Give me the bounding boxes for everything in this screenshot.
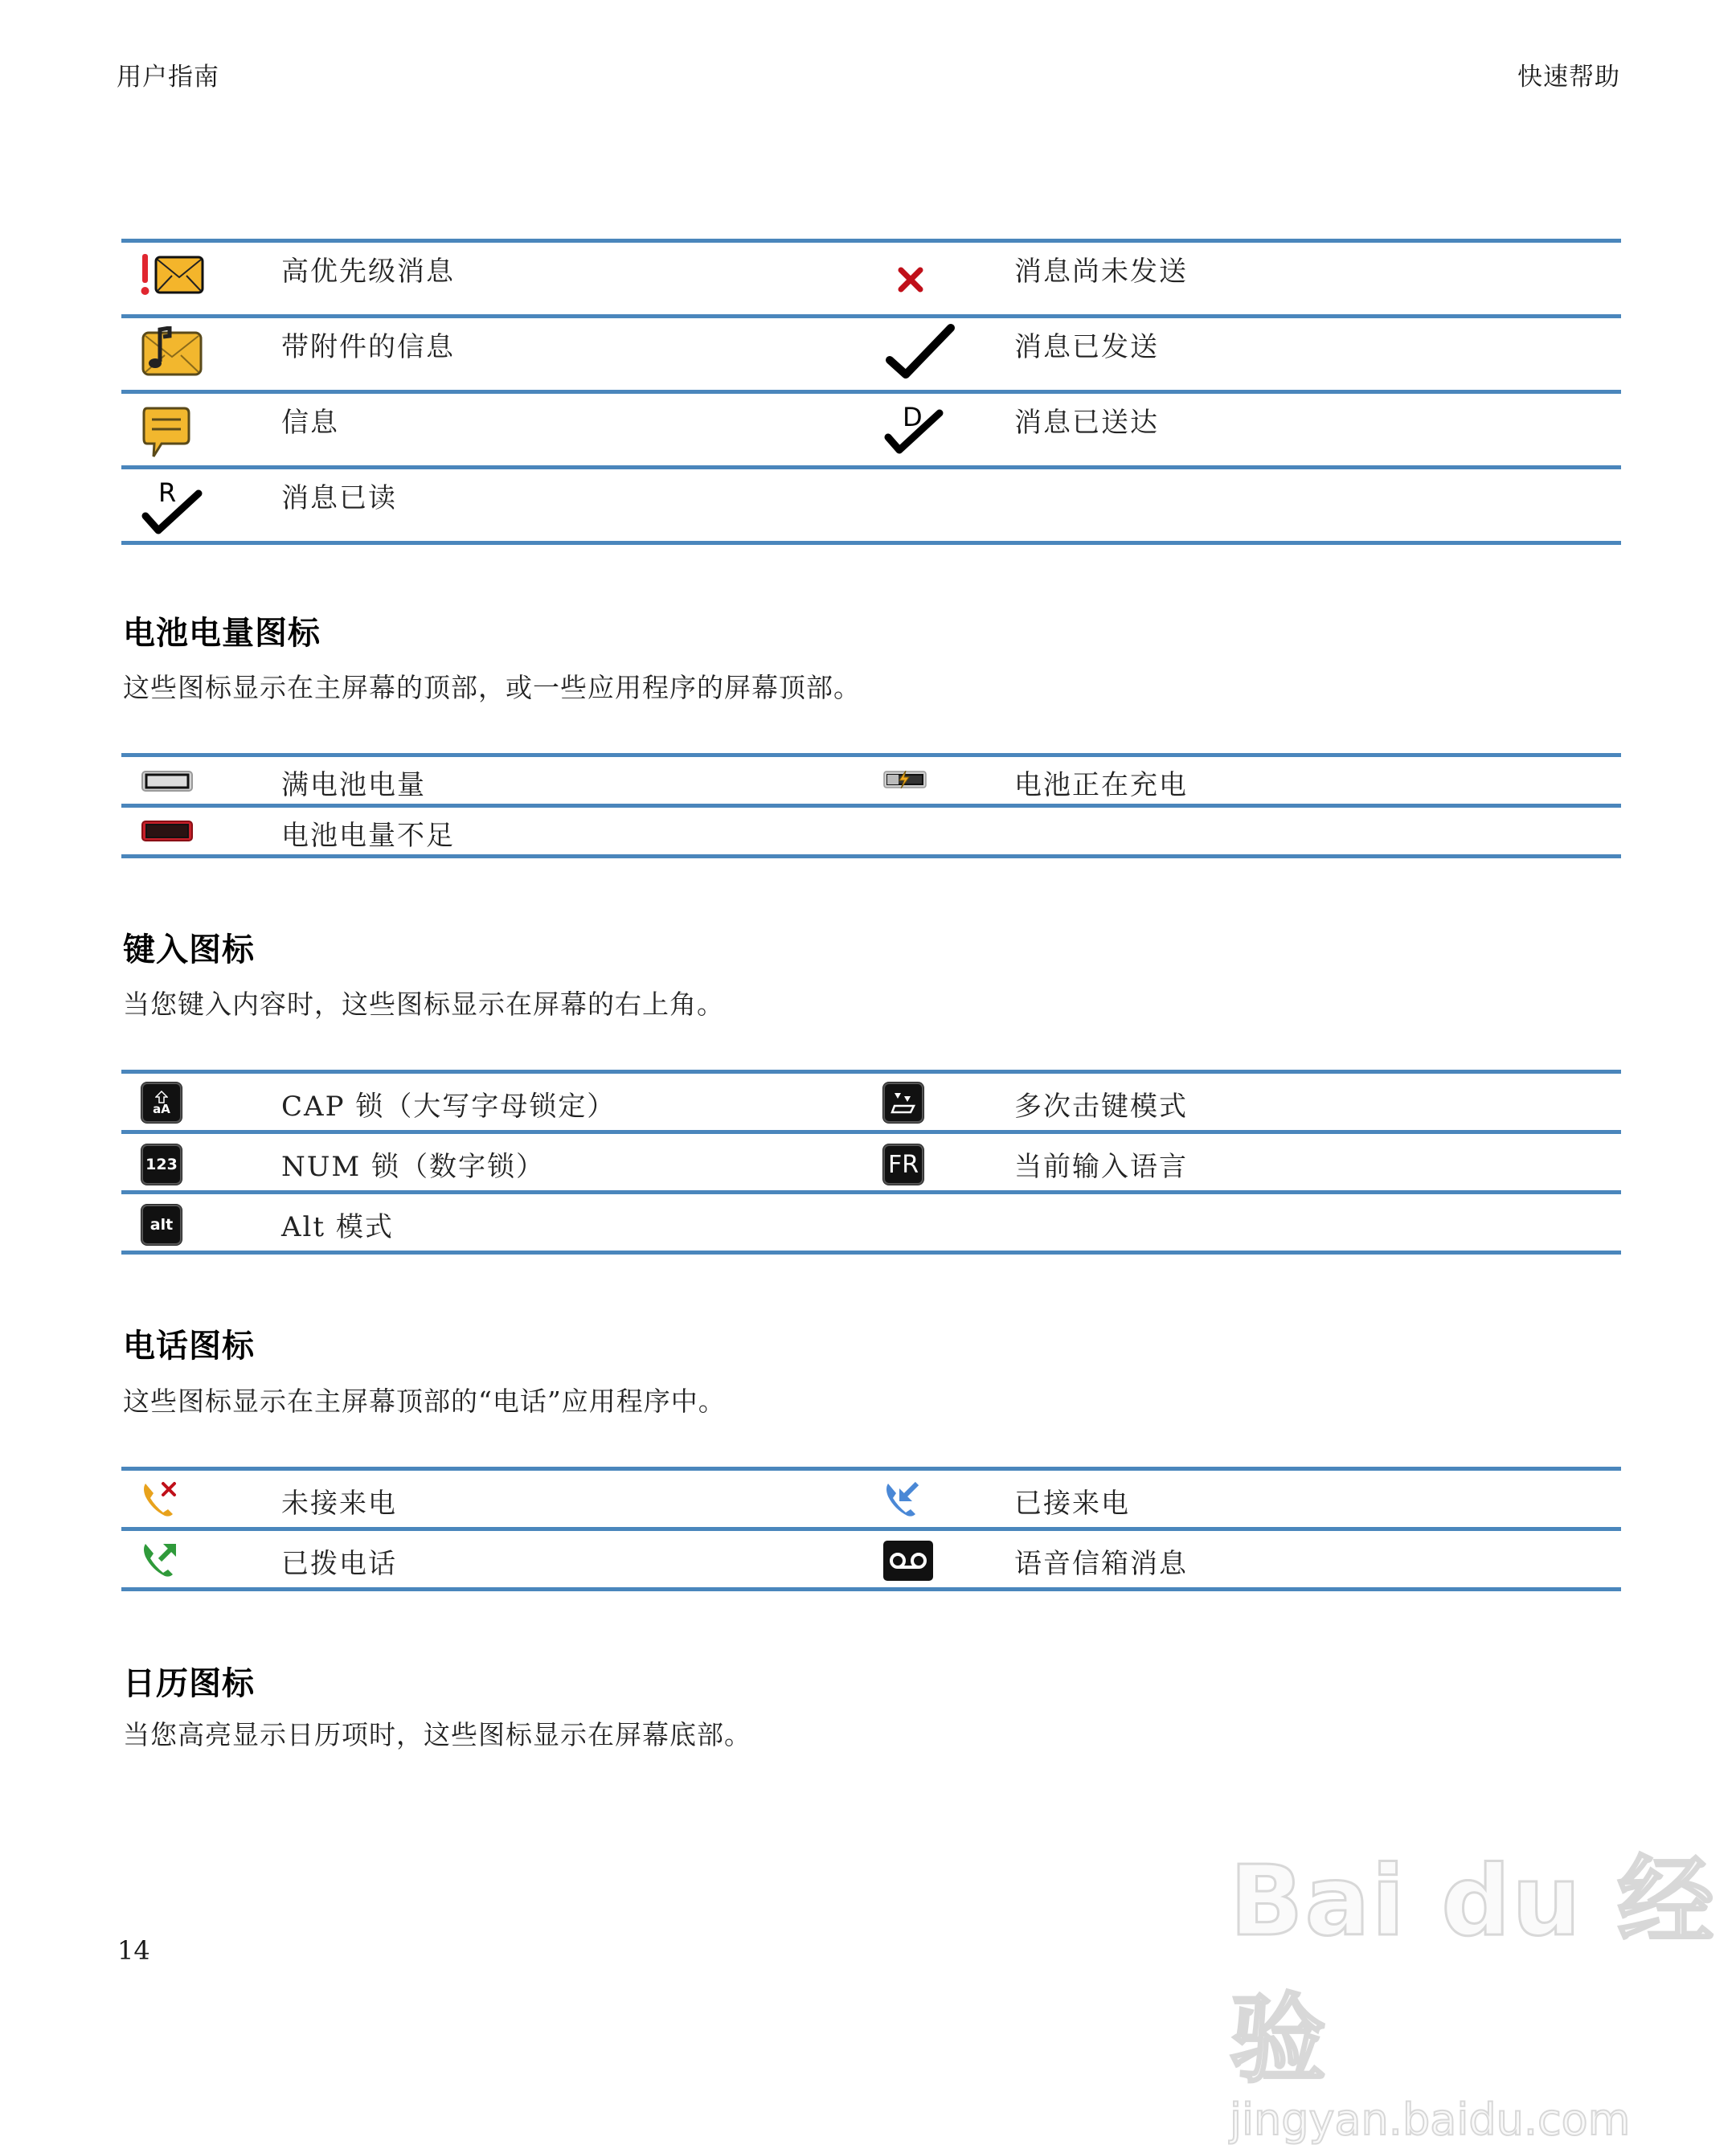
placed-call-icon xyxy=(141,1541,179,1582)
table-label: 消息已发送 xyxy=(1014,331,1159,363)
missed-call-icon xyxy=(141,1480,179,1522)
table-row xyxy=(121,757,1621,804)
table-rule xyxy=(121,854,1621,858)
table-label: 已接来电 xyxy=(1014,1488,1130,1520)
alt-mode-icon: alt xyxy=(141,1205,182,1245)
table-row xyxy=(121,469,1621,541)
table-label: 当前输入语言 xyxy=(1014,1151,1188,1183)
multitap-icon xyxy=(883,1083,923,1123)
battery-section-description: 这些图标显示在主屏幕的顶部，或一些应用程序的屏幕顶部。 xyxy=(123,672,861,703)
table-row xyxy=(121,1194,1621,1251)
table-row xyxy=(121,1531,1621,1587)
table-label: 电池正在充电 xyxy=(1014,769,1188,801)
table-label: NUM 锁（数字锁） xyxy=(281,1151,546,1183)
voicemail-icon xyxy=(883,1541,933,1584)
battery-low-icon xyxy=(141,821,193,845)
table-rule xyxy=(121,1587,1621,1591)
priority-message-icon xyxy=(141,252,205,301)
table-row xyxy=(121,394,1621,465)
phone-icons-table xyxy=(121,1467,1621,1591)
battery-section-title: 电池电量图标 xyxy=(123,615,321,652)
message-icons-table xyxy=(121,239,1621,545)
baidu-watermark xyxy=(1230,1824,1736,2145)
table-label: 已拨电话 xyxy=(281,1548,397,1580)
table-label: 满电池电量 xyxy=(281,769,426,801)
table-label: 未接来电 xyxy=(281,1488,397,1520)
calendar-section-description: 当您高亮显示日历项时，这些图标显示在屏幕底部。 xyxy=(123,1719,751,1750)
table-label: Alt 模式 xyxy=(281,1211,394,1243)
sent-check-icon xyxy=(883,323,957,384)
table-row xyxy=(121,1471,1621,1527)
table-label: 消息尚未发送 xyxy=(1014,256,1188,288)
text-message-icon xyxy=(142,407,190,463)
svg-text:D: D xyxy=(903,402,923,432)
battery-icons-table xyxy=(121,753,1621,858)
cap-lock-glyph: aA xyxy=(153,1102,170,1116)
watermark-brand: Bai du 经验 xyxy=(1230,1846,1716,2096)
table-label: 多次击键模式 xyxy=(1014,1091,1188,1123)
table-label: 带附件的信息 xyxy=(281,331,455,363)
battery-full-icon xyxy=(141,771,193,795)
table-row xyxy=(121,1074,1621,1130)
table-label: 电池电量不足 xyxy=(281,820,455,852)
table-row xyxy=(121,808,1621,854)
table-label: 消息已读 xyxy=(281,482,397,514)
typing-section-description: 当您键入内容时，这些图标显示在屏幕的右上角。 xyxy=(123,989,724,1020)
svg-text:R: R xyxy=(158,477,177,508)
table-rule xyxy=(121,541,1621,545)
battery-charging-icon xyxy=(883,771,927,792)
header-section-title: 快速帮助 xyxy=(1517,63,1620,92)
phone-section-description: 这些图标显示在主屏幕顶部的“电话”应用程序中。 xyxy=(123,1386,726,1417)
table-label: 高优先级消息 xyxy=(281,256,455,288)
page-number: 14 xyxy=(117,1935,150,1966)
delivered-check-icon xyxy=(883,400,944,461)
read-check-icon xyxy=(139,476,203,540)
table-rule xyxy=(121,1251,1621,1255)
input-language-icon: FR xyxy=(883,1144,923,1185)
calendar-section-title: 日历图标 xyxy=(123,1665,255,1702)
watermark-url: jingyan.baidu.com xyxy=(1230,2094,1631,2145)
table-label: 信息 xyxy=(281,407,339,439)
table-row xyxy=(121,243,1621,314)
table-label: 消息已送达 xyxy=(1014,407,1159,439)
table-label: 语音信箱消息 xyxy=(1014,1548,1188,1580)
received-call-icon xyxy=(883,1480,922,1522)
num-lock-icon: 123 xyxy=(141,1144,182,1185)
header-guide-title: 用户指南 xyxy=(117,63,219,92)
typing-icons-table xyxy=(121,1070,1621,1255)
attachment-message-icon xyxy=(141,326,205,379)
phone-section-title: 电话图标 xyxy=(123,1328,255,1365)
table-row xyxy=(121,1134,1621,1190)
cap-lock-icon xyxy=(141,1083,182,1123)
typing-section-title: 键入图标 xyxy=(123,931,255,968)
not-sent-x-icon xyxy=(896,265,925,297)
table-label: CAP 锁（大写字母锁定） xyxy=(281,1091,616,1123)
table-row xyxy=(121,318,1621,390)
